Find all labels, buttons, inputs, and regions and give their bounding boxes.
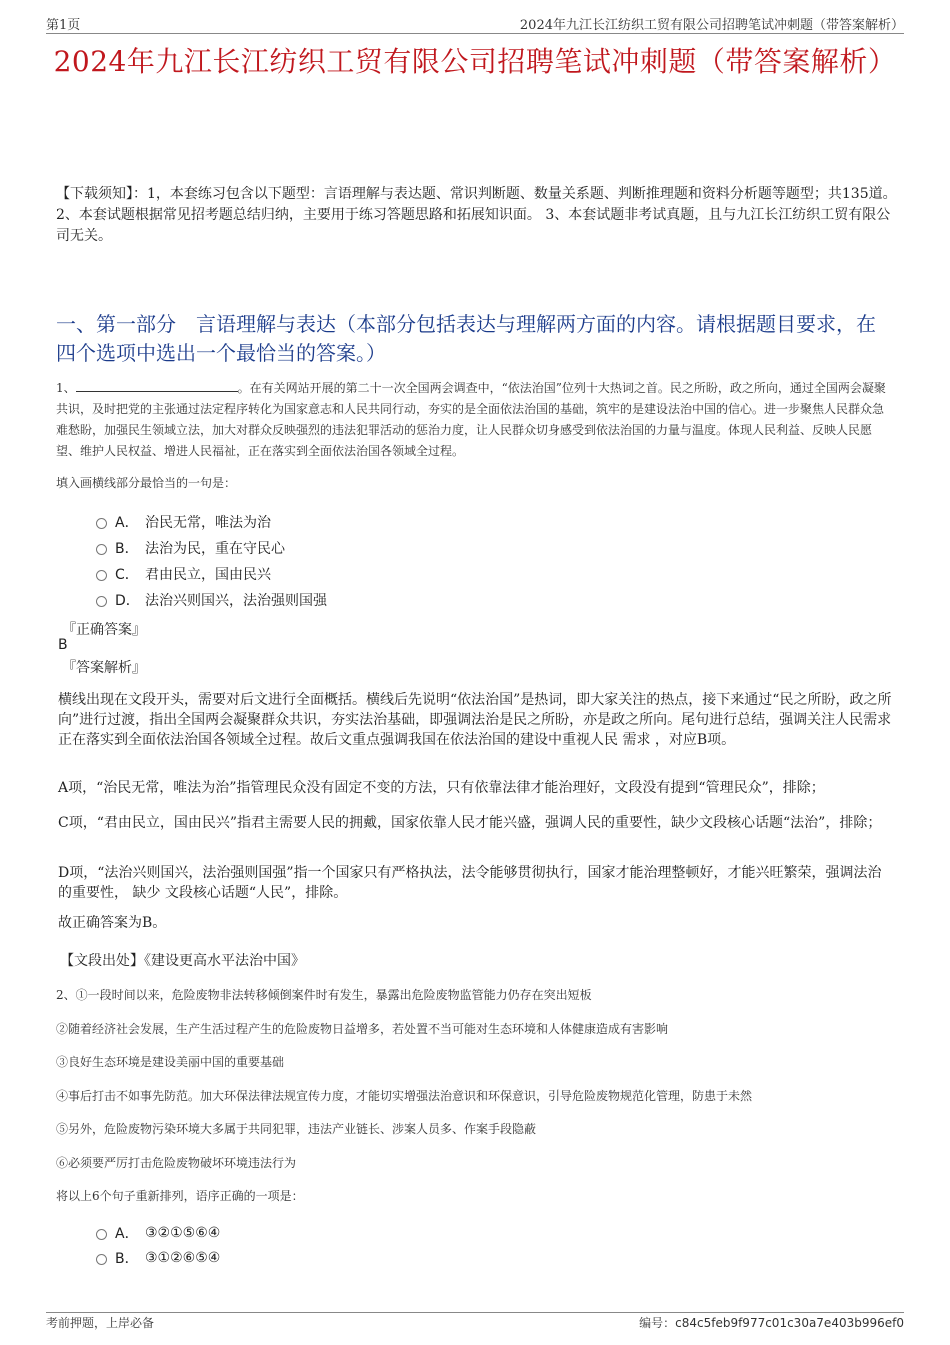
q2-sentence: 2、①一段时间以来，危险废物非法转移倾倒案件时有发生，暴露出危险废物监管能力仍存在突出短板 [56,988,592,1002]
option-letter: A． [115,1226,139,1242]
q1-option-b[interactable] [96,538,285,558]
header-divider [46,33,904,34]
question-2-prompt: 将以上6个句子重新排列，语序正确的一项是： [56,1189,304,1203]
section-heading: 一、第一部分 言语理解与表达（本部分包括表达与理解两方面的内容。请根据题目要求，在四个选项中选出一个最恰当的答案。） [56,312,876,365]
passage-source: 【文段出处】《建设更高水平法治中国》 [60,953,305,969]
radio-icon[interactable] [96,596,107,607]
option-text: ③①②⑥⑤④ [145,1250,221,1266]
q1-option-c[interactable] [96,564,271,584]
analysis-paragraph: 横线出现在文段开头，需要对后文进行全面概括。横线后先说明“依法治国”是热词，即大家关注的热点，接下来通过“民之所盼，政之所向”进行过渡，指出全国两会凝聚群众共识，夯实法治基础，即强调法治是民之所盼，亦是政之所向。尾句进行总结，强调关注人民需求正在落实到全面依法治国各领域全过程。故后文重点强调我国在依法治国的建设中重视人民 需求 ，对应B项。 [58,692,892,748]
option-text: ③②①⑤⑥④ [145,1225,221,1241]
analysis-label: 『答案解析』 [62,660,146,676]
q1-option-a[interactable] [96,512,271,532]
footer-slogan: 考前押题，上岸必备 [46,1316,155,1330]
analysis-paragraph: C项，“君由民立，国由民兴”指君主需要人民的拥戴，国家依靠人民才能兴盛，强调人民的重要性，缺少文段核心话题“法治”，排除； [58,815,882,831]
q2-sentence: ⑥必须要严厉打击危险废物破坏环境违法行为 [56,1156,297,1170]
code-label: 编号： [639,1316,676,1330]
page-number: 第1页 [46,18,81,33]
option-text: 治民无常，唯法为治 [145,515,271,531]
option-text: 法治为民，重在守民心 [145,541,285,557]
radio-icon[interactable] [96,518,107,529]
radio-icon[interactable] [96,570,107,581]
analysis-conclusion: 故正确答案为B。 [58,915,167,931]
option-letter: B． [115,541,139,557]
fill-blank [76,379,238,392]
q2-option-b[interactable] [96,1248,220,1268]
header-doc-title: 2024年九江长江纺织工贸有限公司招聘笔试冲刺题（带答案解析） [519,18,904,33]
page-title: 2024年九江长江纺织工贸有限公司招聘笔试冲刺题（带答案解析） [53,45,897,78]
code-value: c84c5feb9f977c01c30a7e403b996ef0 [675,1316,904,1330]
analysis-paragraph: D项，“法治兴则国兴，法治强则国强”指一个国家只有严格执法，法令能够贯彻执行，国家才能治理整顿好，才能兴旺繁荣，强调法治的重要性， 缺少 文段核心话题“人民”，排除。 [58,865,882,901]
q2-sentence: ②随着经济社会发展，生产生活过程产生的危险废物日益增多，若处置不当可能对生态环境和人体健康造成有害影响 [56,1022,669,1036]
option-text: 君由民立，国由民兴 [145,567,271,583]
option-text: 法治兴则国兴，法治强则国强 [145,593,327,609]
footer-code [639,1314,904,1331]
answer-label: 『正确答案』 [62,622,146,638]
question-1-stem [56,378,892,462]
option-letter: D． [115,593,140,609]
option-letter: A． [115,515,139,531]
footer-divider [46,1312,904,1313]
option-letter: C． [115,567,139,583]
analysis-paragraph: A项，“治民无常，唯法为治”指管理民众没有固定不变的方法，只有依靠法律才能治理好，文段没有提到“管理民众”，排除； [58,780,825,796]
question-number: 1、 [56,381,76,395]
download-notice: 【下载须知】：1，本套练习包含以下题型：言语理解与表达题、常识判断题、数量关系题、判断推理题和资料分析题等题型；共135道。 2、本套试题根据常见招考题总结归纳，主要用于练习答题思路和拓展知识面。 3、本套试题非考试真题，且与九江长江纺织工贸有限公司无关。 [56,186,897,244]
question-1-prompt: 填入画横线部分最恰当的一句是： [56,476,237,490]
option-letter: B． [115,1251,139,1267]
q2-sentence: ④事后打击不如事先防范。加大环保法律法规宣传力度，才能切实增强法治意识和环保意识，引导危险废物规范化管理，防患于未然 [56,1089,753,1103]
q2-sentence: ③良好生态环境是建设美丽中国的重要基础 [56,1055,285,1069]
radio-icon[interactable] [96,544,107,555]
q1-option-d[interactable] [96,590,327,610]
answer-value: B [58,637,68,653]
q2-option-a[interactable] [96,1223,220,1243]
radio-icon[interactable] [96,1229,107,1240]
radio-icon[interactable] [96,1254,107,1265]
q2-sentence: ⑤另外，危险废物污染环境大多属于共同犯罪，违法产业链长、涉案人员多、作案手段隐蔽 [56,1122,537,1136]
question-text: 。在有关网站开展的第二十一次全国两会调查中，“依法治国”位列十大热词之首。民之所盼，政之所向，通过全国两会凝聚共识，及时把党的主张通过法定程序转化为国家意志和人民共同行动，夯实的是全面依法治国的基础，筑牢的是建设法治中国的信心。进一步聚焦人民群众急难愁盼，加强民生领域立法，加大对群众反映强烈的违法犯罪活动的惩治力度，让人民群众切身感受到依法治国的力量与温度。体现人民利益、反映人民愿望、维护人民权益、增进人民福祉，正在落实到全面依法治国各领域全过程。 [56,381,886,458]
